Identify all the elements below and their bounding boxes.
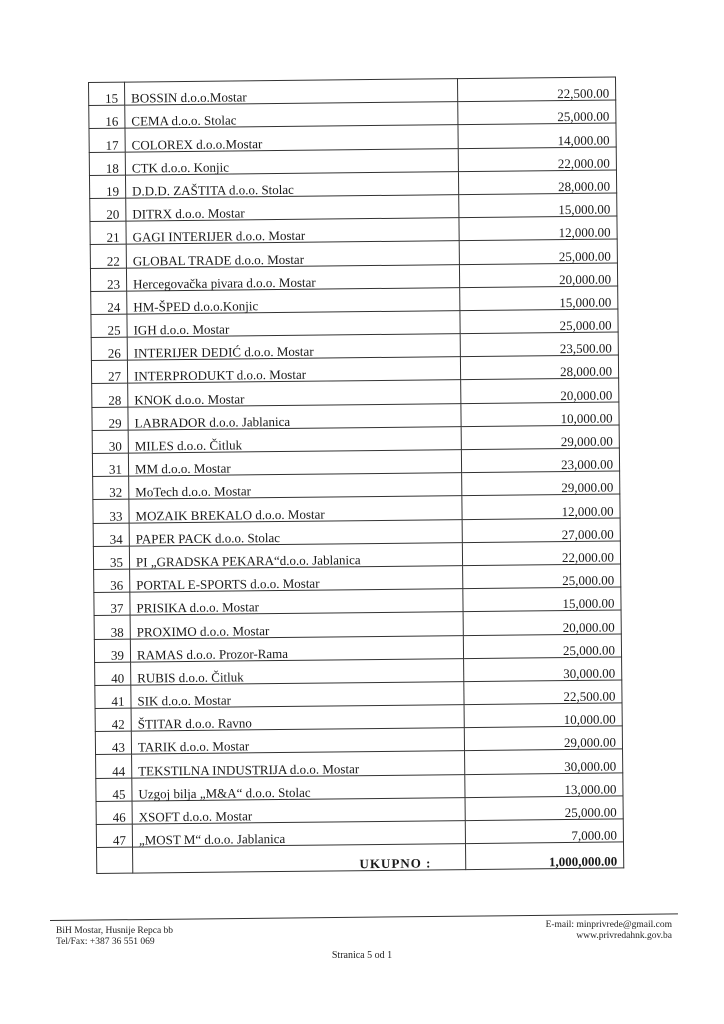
company-name: IGH d.o.o. Mostar (127, 310, 461, 337)
row-amount: 20,000.00 (460, 262, 618, 287)
row-number: 37 (94, 592, 130, 616)
row-amount: 15,000.00 (459, 193, 617, 218)
row-number: 42 (95, 708, 131, 732)
row-amount: 22,500.00 (464, 680, 622, 705)
company-name: D.D.D. ZAŠTITA d.o.o. Stolac (125, 171, 459, 198)
row-number: 38 (94, 615, 130, 639)
row-number: 45 (96, 778, 132, 802)
company-name: MM d.o.o. Mostar (128, 450, 462, 477)
row-number: 46 (96, 801, 132, 825)
row-amount: 28,000.00 (461, 355, 619, 380)
row-amount: 13,000.00 (465, 773, 623, 798)
row-number: 20 (90, 198, 126, 222)
row-amount: 12,000.00 (459, 216, 617, 241)
row-number: 16 (89, 105, 125, 129)
row-amount: 25,000.00 (463, 564, 621, 589)
company-name: SIK d.o.o. Mostar (131, 681, 465, 708)
company-name: PROXIMO d.o.o. Mostar (130, 612, 464, 639)
company-name: Hercegovačka pivara d.o.o. Mostar (126, 264, 460, 291)
company-name: TEKSTILNA INDUSTRIJA d.o.o. Mostar (131, 751, 465, 778)
allocation-table (88, 76, 624, 874)
row-amount: 25,000.00 (459, 239, 617, 264)
row-number: 40 (95, 662, 131, 686)
row-number: 22 (90, 244, 126, 268)
row-amount: 20,000.00 (463, 610, 621, 635)
row-number: 39 (94, 639, 130, 663)
company-name: CEMA d.o.o. Stolac (125, 102, 459, 129)
row-number: 41 (95, 685, 131, 709)
row-amount: 25,000.00 (464, 633, 622, 658)
row-amount: 15,000.00 (463, 587, 621, 612)
row-amount: 10,000.00 (464, 703, 622, 728)
row-number: 26 (91, 337, 127, 361)
footer-address: BiH Mostar, Husnije Repca bb (56, 926, 174, 936)
row-amount: 22,000.00 (463, 541, 621, 566)
company-name: PI „GRADSKA PEKARA“d.o.o. Jablanica (129, 542, 463, 569)
row-number: 24 (91, 291, 127, 315)
total-label: UKUPNO : (132, 844, 466, 873)
row-amount: 22,500.00 (458, 77, 616, 102)
company-name: MoTech d.o.o. Mostar (129, 473, 463, 500)
total-empty-cell (97, 847, 133, 873)
row-number: 18 (89, 152, 125, 176)
total-amount: 1,000,000.00 (466, 842, 624, 870)
footer-telfax: Tel/Fax: +387 36 551 069 (56, 937, 155, 947)
row-number: 35 (93, 546, 129, 570)
row-amount: 25,000.00 (458, 100, 616, 125)
row-amount: 12,000.00 (462, 494, 620, 519)
company-name: COLOREX d.o.o.Mostar (125, 125, 459, 152)
row-amount: 22,000.00 (458, 147, 616, 172)
company-name: KNOK d.o.o. Mostar (128, 380, 462, 407)
company-name: BOSSIN d.o.o.Mostar (124, 79, 458, 106)
row-number: 28 (92, 384, 128, 408)
row-number: 25 (91, 314, 127, 338)
company-name: PAPER PACK d.o.o. Stolac (129, 519, 463, 546)
row-amount: 25,000.00 (465, 796, 623, 821)
row-amount: 14,000.00 (458, 123, 616, 148)
row-number: 27 (91, 360, 127, 384)
company-name: Uzgoj bilja „M&A“ d.o.o. Stolac (132, 774, 466, 801)
company-name: GLOBAL TRADE d.o.o. Mostar (126, 241, 460, 268)
company-name: CTK d.o.o. Konjic (125, 148, 459, 175)
row-amount: 28,000.00 (459, 170, 617, 195)
row-number: 15 (89, 82, 125, 106)
table-body (89, 77, 624, 848)
company-name: MOZAIK BREKALO d.o.o. Mostar (129, 496, 463, 523)
row-number: 34 (93, 523, 129, 547)
row-number: 44 (96, 755, 132, 779)
row-number: 32 (93, 476, 129, 500)
company-name: XSOFT d.o.o. Mostar (132, 797, 466, 824)
footer-contact-left (56, 926, 173, 948)
company-name: DITRX d.o.o. Mostar (126, 195, 460, 222)
row-amount: 23,000.00 (462, 448, 620, 473)
company-name: PRISIKA d.o.o. Mostar (130, 589, 464, 616)
row-amount: 15,000.00 (460, 286, 618, 311)
row-amount: 29,000.00 (465, 726, 623, 751)
row-number: 43 (95, 731, 131, 755)
row-amount: 30,000.00 (465, 749, 623, 774)
footer-contact-right (546, 920, 672, 942)
company-name: TARIK d.o.o. Mostar (131, 728, 465, 755)
row-amount: 27,000.00 (462, 518, 620, 543)
row-number: 19 (89, 175, 125, 199)
footer-website: www.privredahnk.gov.ba (576, 931, 672, 941)
company-name: RAMAS d.o.o. Prozor-Rama (130, 635, 464, 662)
company-name: ŠTITAR d.o.o. Ravno (131, 705, 465, 732)
row-number: 36 (94, 569, 130, 593)
row-amount: 30,000.00 (464, 657, 622, 682)
footer-email: E-mail: minprivrede@gmail.com (545, 920, 672, 930)
row-amount: 20,000.00 (461, 378, 619, 403)
row-amount: 10,000.00 (461, 402, 619, 427)
row-amount: 29,000.00 (461, 425, 619, 450)
row-number: 30 (92, 430, 128, 454)
row-number: 31 (92, 453, 128, 477)
row-amount: 23,500.00 (460, 332, 618, 357)
row-amount: 29,000.00 (462, 471, 620, 496)
row-number: 47 (96, 824, 132, 848)
row-number: 21 (90, 221, 126, 245)
company-name: HM-ŠPED d.o.o.Konjic (127, 287, 461, 314)
company-name: INTERPRODUKT d.o.o. Mostar (127, 357, 461, 384)
row-number: 23 (90, 268, 126, 292)
company-name: PORTAL E-SPORTS d.o.o. Mostar (130, 566, 464, 593)
page-number: Stranica 5 od 1 (331, 950, 393, 961)
company-name: GAGI INTERIJER d.o.o. Mostar (126, 218, 460, 245)
row-number: 33 (93, 499, 129, 523)
company-name: LABRADOR d.o.o. Jablanica (128, 403, 462, 430)
row-number: 17 (89, 128, 125, 152)
row-amount: 7,000.00 (465, 819, 623, 844)
row-amount: 25,000.00 (460, 309, 618, 334)
company-name: INTERIJER DEDIĆ d.o.o. Mostar (127, 334, 461, 361)
row-number: 29 (92, 407, 128, 431)
company-name: MILES d.o.o. Čitluk (128, 426, 462, 453)
company-name: RUBIS d.o.o. Čitluk (131, 658, 465, 685)
company-name: „MOST M“ d.o.o. Jablanica (132, 821, 466, 848)
